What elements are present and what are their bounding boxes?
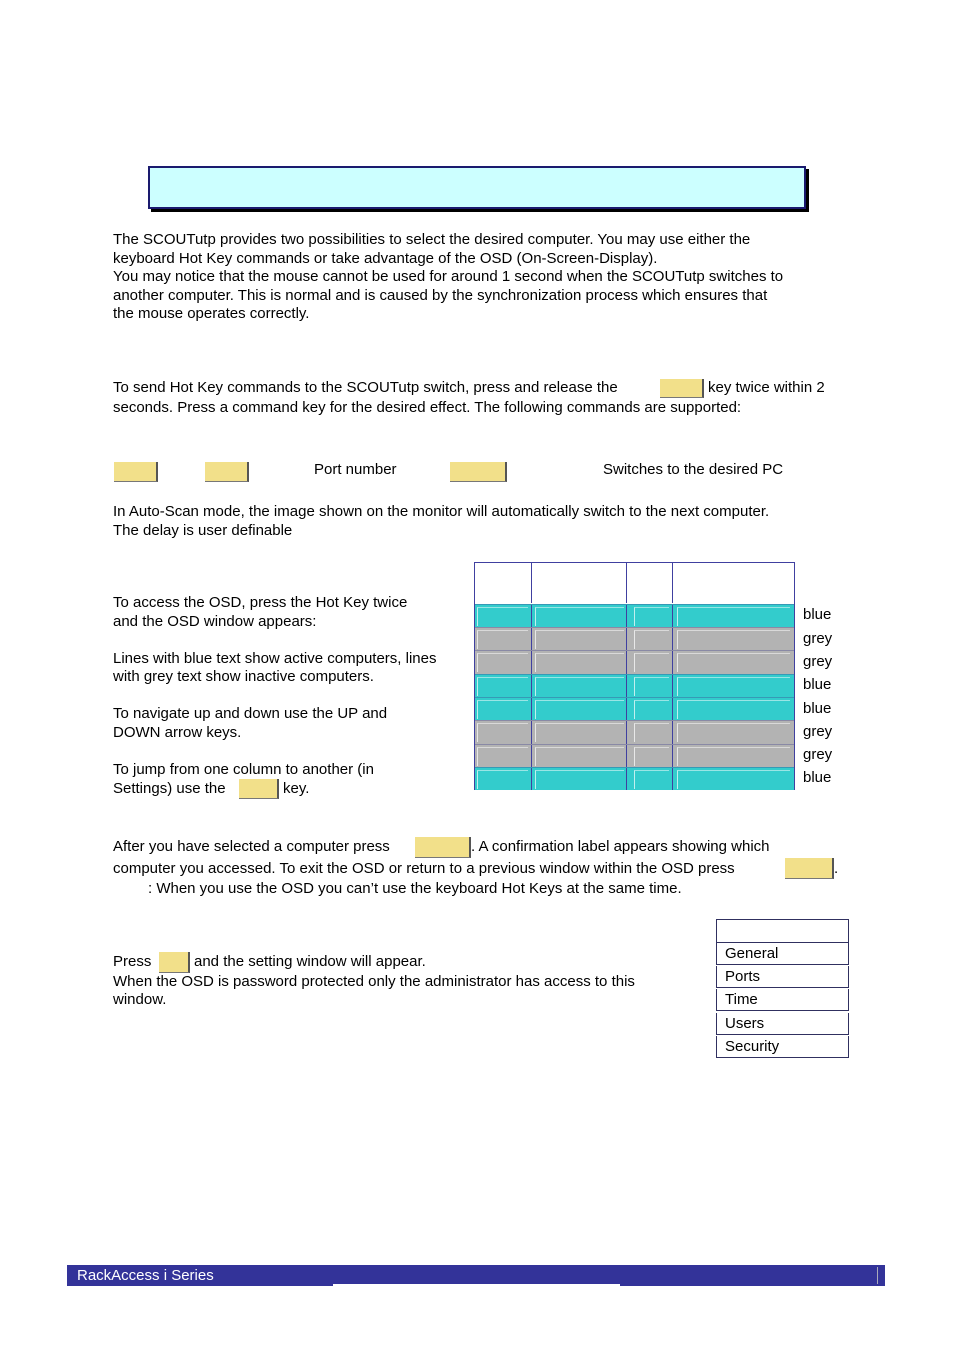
intro-line: You may notice that the mouse cannot be used for around 1 second when the SCOUTutp switches to xyxy=(113,268,784,285)
osd-cell xyxy=(535,723,624,742)
osd-cell xyxy=(477,630,528,649)
osd-cell xyxy=(477,700,528,719)
confirm-line-2a: computer you accessed. To exit the OSD or return to a previous window within the OSD press xyxy=(113,860,735,877)
osd-cell xyxy=(677,723,790,742)
osd-column-divider xyxy=(626,628,627,651)
osd-column-divider xyxy=(672,675,673,698)
hotkey-line-2: seconds. Press a command key for the desired effect. The following commands are supported: xyxy=(113,399,742,416)
osd-column-divider xyxy=(626,605,627,628)
esc-key xyxy=(785,858,834,879)
osd-computer-row[interactable] xyxy=(475,720,794,745)
osd-paragraph xyxy=(113,594,437,779)
osd-column-divider xyxy=(531,721,532,745)
tab-key xyxy=(239,779,279,799)
osd-column-divider xyxy=(672,628,673,651)
osd-cell xyxy=(535,747,624,766)
row-label: grey xyxy=(803,723,833,740)
osd-cell xyxy=(677,653,790,672)
section-title-box xyxy=(148,166,806,209)
osd-column-divider xyxy=(531,628,532,651)
osd-cell xyxy=(677,747,790,766)
menu-item-general[interactable]: General xyxy=(716,943,849,965)
command-key-3 xyxy=(450,462,507,482)
osd-cell xyxy=(634,677,669,696)
osd-column-divider xyxy=(672,745,673,768)
osd-line: DOWN arrow keys. xyxy=(113,723,242,741)
intro-line: another computer. This is normal and is caused by the synchronization process which ensures that xyxy=(113,286,768,304)
osd-cell xyxy=(477,723,528,742)
osd-column-divider xyxy=(672,768,673,790)
osd-cell xyxy=(477,653,528,672)
osd-column-divider xyxy=(531,698,532,721)
settings-line-3: window. xyxy=(113,991,167,1008)
hotkey-key xyxy=(660,379,704,398)
settings-jump-b: key. xyxy=(283,780,310,797)
osd-column-divider xyxy=(531,768,532,790)
osd-line: Lines with blue text show active computers, lines xyxy=(113,649,437,667)
osd-computer-row[interactable] xyxy=(475,650,794,675)
osd-cell xyxy=(634,723,669,742)
confirm-line-1b: . A confirmation label appears showing which xyxy=(471,838,770,855)
footer-divider xyxy=(877,1267,878,1284)
osd-column-divider xyxy=(531,605,532,628)
osd-column-divider xyxy=(672,698,673,721)
confirm-line-1a: After you have selected a computer press xyxy=(113,838,390,855)
osd-cell xyxy=(677,677,790,696)
osd-cell xyxy=(634,630,669,649)
hotkey-line-1a: To send Hot Key commands to the SCOUTutp switch, press and release the xyxy=(113,379,618,396)
osd-column-divider xyxy=(626,721,627,745)
autoscan-line: In Auto-Scan mode, the image shown on the monitor will automatically switch to the next computer. xyxy=(113,503,770,520)
autoscan-line: The delay is user definable xyxy=(113,521,293,539)
osd-line: To jump from one column to another (in xyxy=(113,760,374,778)
command-key-2 xyxy=(205,462,249,482)
row-label: grey xyxy=(803,746,833,763)
menu-item-time[interactable]: Time xyxy=(716,989,849,1011)
osd-column-divider xyxy=(626,675,627,698)
row-label: blue xyxy=(803,700,832,717)
intro-line: keyboard Hot Key commands or take advantage of the OSD (On-Screen-Display). xyxy=(113,249,658,267)
osd-line: To navigate up and down use the UP and xyxy=(113,705,388,722)
osd-cell xyxy=(535,653,624,672)
enter-key xyxy=(415,837,471,858)
row-label: grey xyxy=(803,630,833,647)
osd-cell xyxy=(535,770,624,789)
settings-line-1a: Press xyxy=(113,953,152,970)
osd-column-divider xyxy=(626,768,627,790)
osd-computer-row[interactable] xyxy=(475,744,794,768)
confirm-line-2b: . xyxy=(834,860,839,877)
osd-computer-row[interactable] xyxy=(475,604,794,628)
osd-computer-row[interactable] xyxy=(475,697,794,721)
osd-cell xyxy=(677,607,790,626)
osd-computer-row[interactable] xyxy=(475,767,794,790)
osd-computer-row[interactable] xyxy=(475,674,794,698)
osd-computer-row[interactable] xyxy=(475,627,794,651)
osd-cell xyxy=(535,700,624,719)
osd-column-divider xyxy=(531,651,532,675)
osd-column-divider xyxy=(626,745,627,768)
footer-notch xyxy=(333,1284,620,1286)
menu-item-users[interactable]: Users xyxy=(716,1013,849,1035)
row-label: blue xyxy=(803,676,832,693)
osd-cell xyxy=(477,677,528,696)
osd-line-spacer xyxy=(113,742,437,761)
autoscan-paragraph xyxy=(113,503,769,540)
confirm-note: : When you use the OSD you can’t use the keyboard Hot Keys at the same time. xyxy=(148,880,682,897)
hotkey-line-1b: key twice within 2 xyxy=(708,379,825,396)
osd-cell xyxy=(677,770,790,789)
footer-label: RackAccess i Series xyxy=(77,1267,214,1284)
settings-jump-a: Settings) use the xyxy=(113,780,226,797)
osd-cell xyxy=(634,700,669,719)
osd-column-divider xyxy=(626,651,627,675)
command-description: Switches to the desired PC xyxy=(603,461,784,478)
osd-cell xyxy=(477,770,528,789)
menu-item-security[interactable]: Security xyxy=(716,1036,849,1058)
osd-cell xyxy=(477,607,528,626)
osd-cell xyxy=(634,770,669,789)
osd-column-divider xyxy=(626,698,627,721)
osd-column-divider xyxy=(531,745,532,768)
settings-key xyxy=(159,952,190,973)
command-key-1 xyxy=(114,462,158,482)
osd-column-divider xyxy=(672,651,673,675)
osd-column-divider xyxy=(531,675,532,698)
settings-line-1b: and the setting window will appear. xyxy=(194,953,426,970)
menu-item-ports[interactable]: Ports xyxy=(716,966,849,988)
intro-line: the mouse operates correctly. xyxy=(113,305,310,322)
osd-line: and the OSD window appears: xyxy=(113,612,317,630)
osd-cell xyxy=(535,607,624,626)
port-number-label: Port number xyxy=(314,461,397,478)
settings-menu-header xyxy=(716,919,849,943)
osd-column-divider xyxy=(672,721,673,745)
osd-cell xyxy=(634,747,669,766)
settings-line-2: When the OSD is password protected only the administrator has access to this xyxy=(113,973,635,990)
intro-paragraph xyxy=(113,231,783,324)
osd-cell xyxy=(677,630,790,649)
row-label: blue xyxy=(803,606,832,623)
footer-bar xyxy=(67,1265,885,1286)
osd-cell xyxy=(677,700,790,719)
osd-cell xyxy=(634,607,669,626)
osd-cell xyxy=(535,630,624,649)
osd-header-row xyxy=(475,563,794,603)
osd-line-spacer xyxy=(113,687,437,706)
osd-cell xyxy=(535,677,624,696)
osd-cell xyxy=(477,747,528,766)
osd-line: To access the OSD, press the Hot Key twice xyxy=(113,594,408,611)
osd-cell xyxy=(634,653,669,672)
osd-line-spacer xyxy=(113,631,437,650)
row-label: grey xyxy=(803,653,833,670)
osd-line: with grey text show inactive computers. xyxy=(113,668,374,685)
row-label: blue xyxy=(803,769,832,786)
intro-line: The SCOUTutp provides two possibilities to select the desired computer. You may use either the xyxy=(113,231,751,248)
osd-column-divider xyxy=(672,605,673,628)
